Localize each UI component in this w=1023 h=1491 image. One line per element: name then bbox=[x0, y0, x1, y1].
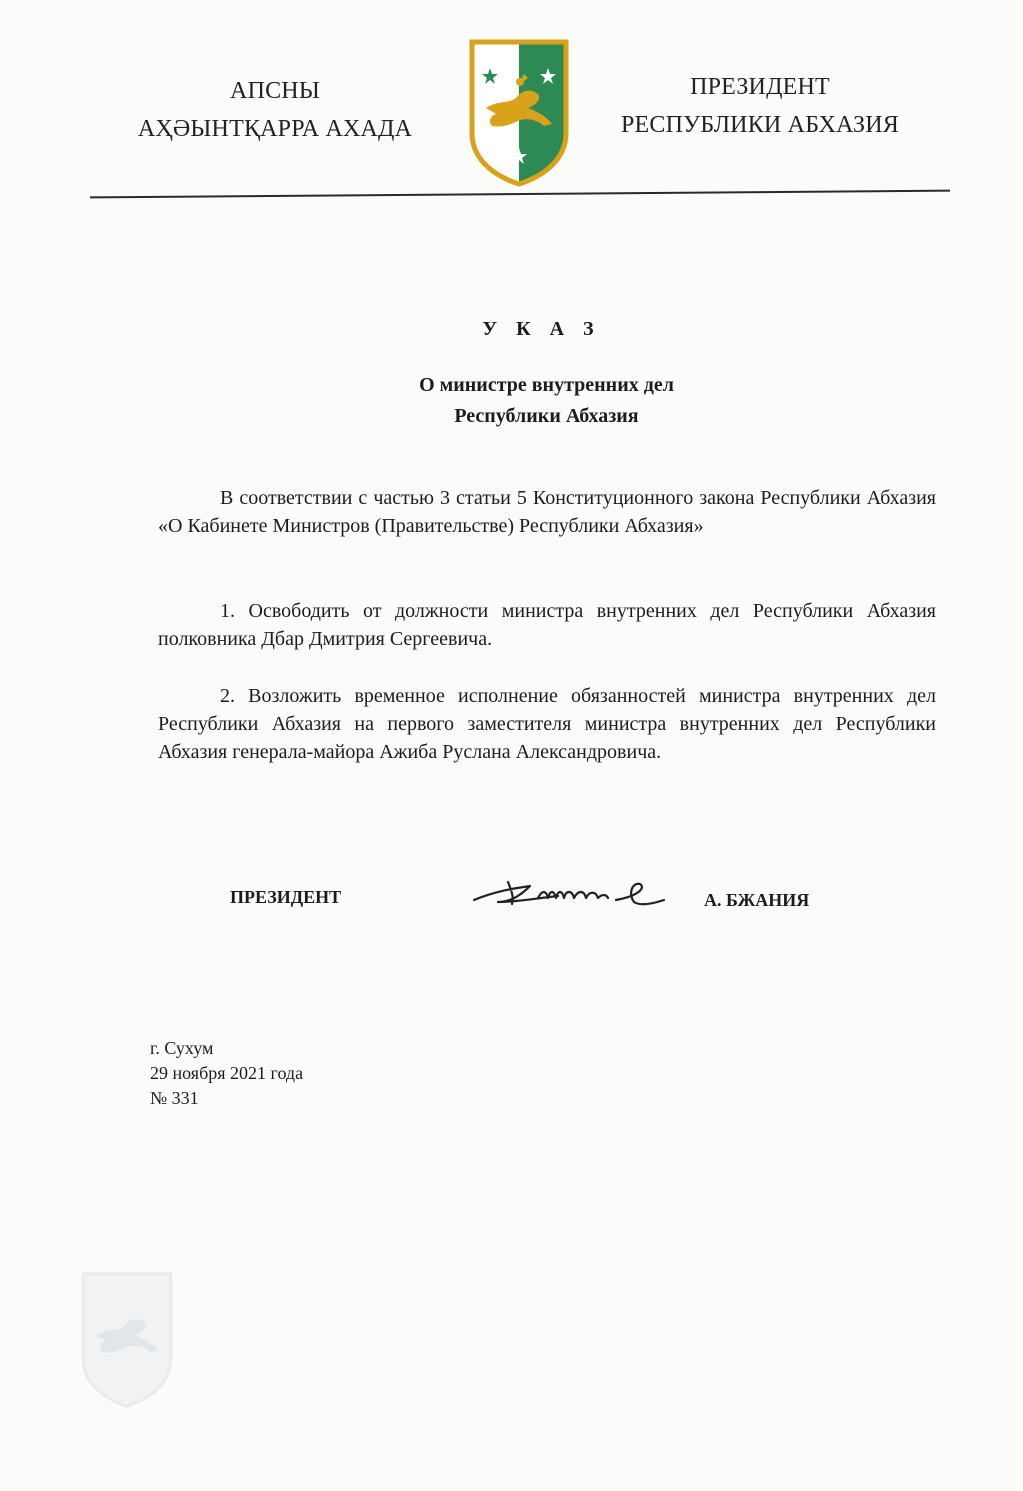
footer-city: г. Сухум bbox=[150, 1038, 214, 1058]
watermark-emblem-icon bbox=[78, 1270, 176, 1410]
abkhazia-coat-of-arms-icon bbox=[468, 38, 570, 188]
letterhead-right bbox=[600, 68, 920, 144]
decree-item-1: 1. Освободить от должности министра внутренних дел Республики Абхазия полковника Дбар Дмитрия Сергеевича. bbox=[158, 600, 936, 650]
footer-number: № 331 bbox=[150, 1088, 199, 1108]
letterhead-right-line1: ПРЕЗИДЕНТ bbox=[690, 74, 830, 100]
document-title bbox=[0, 370, 1023, 432]
preamble-paragraph: В соответствии с частью 3 статьи 5 Конституционного закона Республики Абхазия «О Кабинете Министров (Правительстве) Республики Абхазия» bbox=[158, 487, 936, 537]
signatory-name: А. БЖАНИЯ bbox=[704, 890, 810, 910]
document-title-line2: Республики Абхазия bbox=[454, 405, 639, 427]
letterhead-left bbox=[130, 72, 420, 148]
decree-item-2: 2. Возложить временное исполнение обязанностей министра внутренних дел Республики Абхазия на первого заместителя министра внутренних дел Республики Абхазия генерала-майора Ажиба Руслана Александровича. bbox=[158, 685, 936, 763]
document-type: У К А З bbox=[482, 318, 601, 340]
letterhead-left-line2: АҲӘЫНТҚАРРА АХАДА bbox=[137, 116, 413, 142]
handwritten-signature-icon bbox=[468, 868, 678, 928]
letterhead-right-line2: РЕСПУБЛИКИ АБХАЗИЯ bbox=[620, 112, 900, 138]
letterhead-divider bbox=[90, 190, 950, 199]
document-title-line1: О министре внутренних дел bbox=[419, 374, 674, 396]
letterhead-left-line1: АПСНЫ bbox=[230, 78, 320, 104]
footer-date: 29 ноября 2021 года bbox=[150, 1063, 304, 1083]
document-footer bbox=[150, 1036, 303, 1111]
signatory-position: ПРЕЗИДЕНТ bbox=[230, 887, 342, 907]
